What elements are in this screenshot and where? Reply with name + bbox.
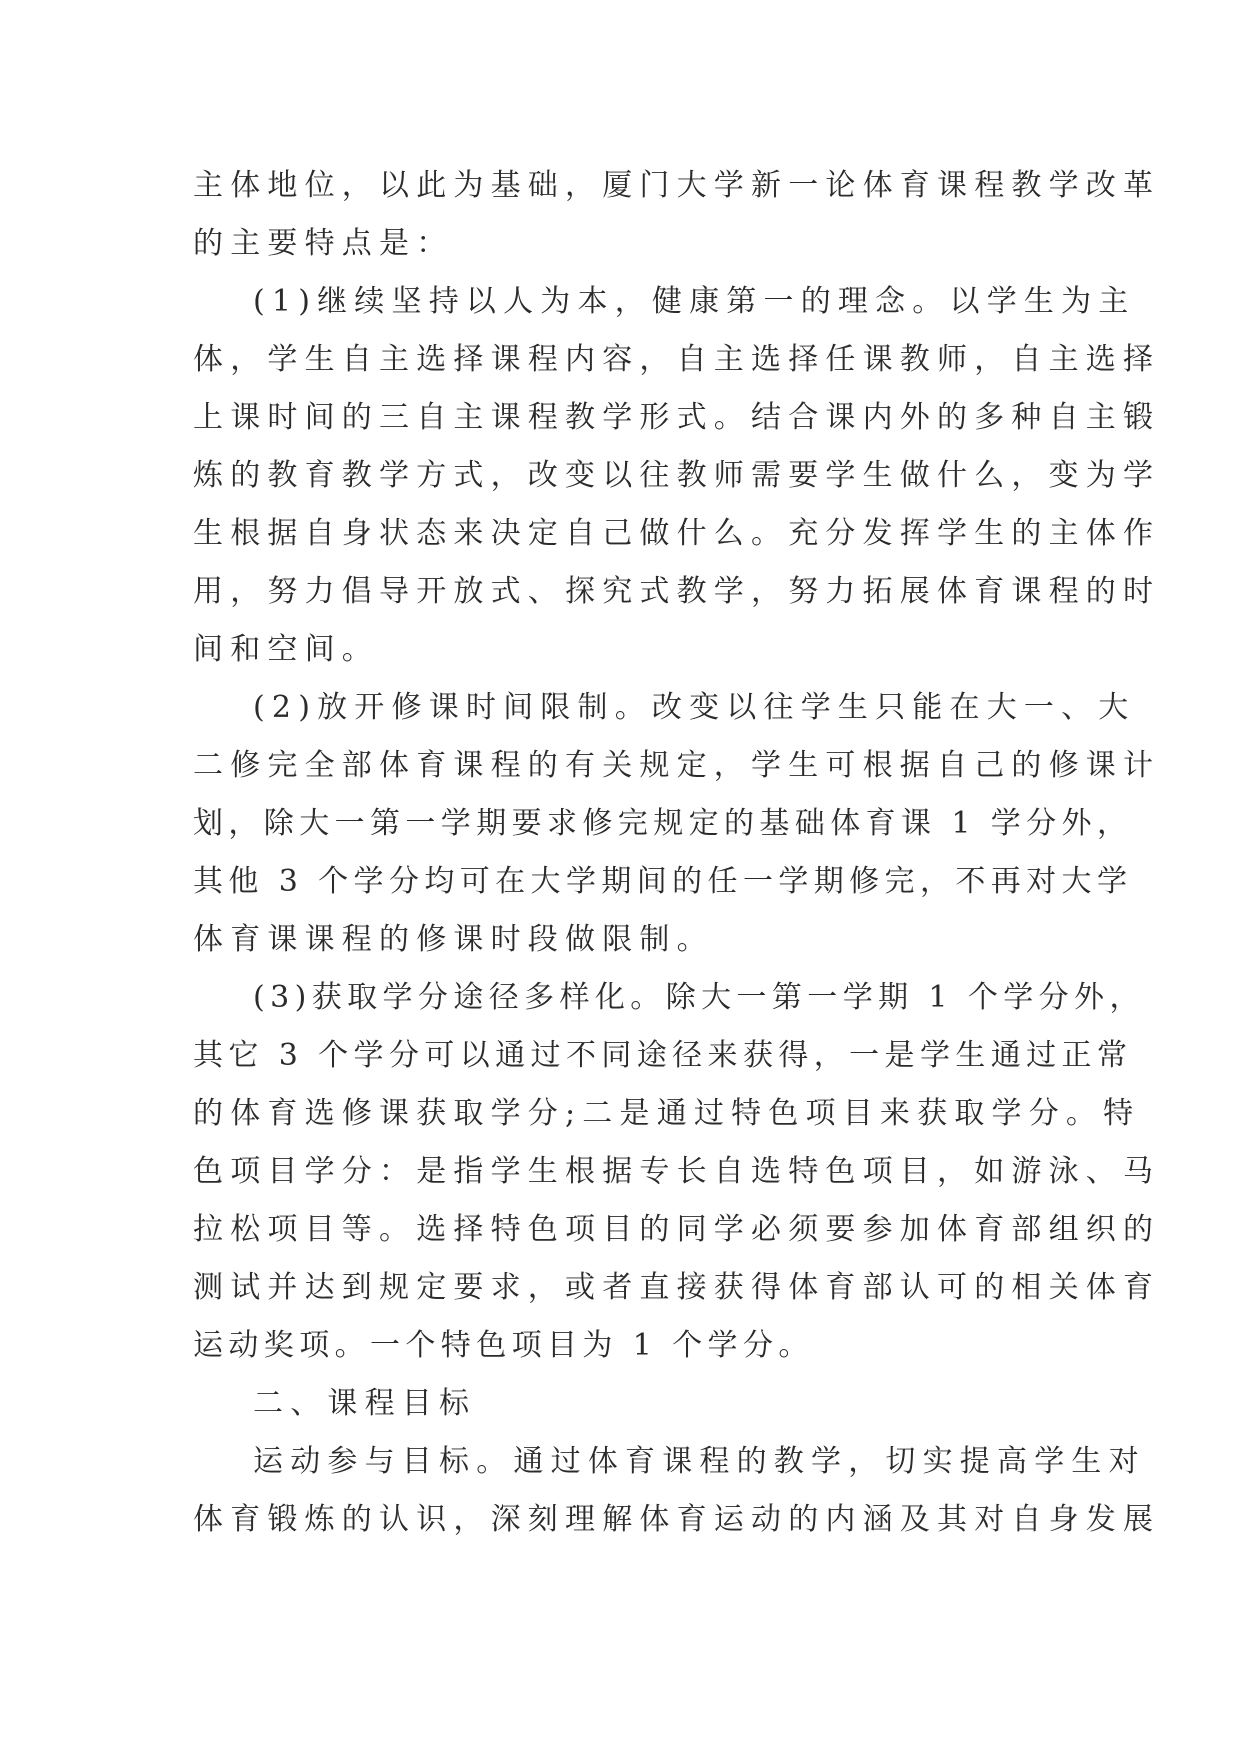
text-line: 体育锻炼的认识，深刻理解体育运动的内涵及其对自身发展 xyxy=(193,1502,1161,1537)
text-line: 上课时间的三自主课程教学形式。结合课内外的多种自主锻 xyxy=(193,400,1161,435)
text-line: (3)获取学分途径多样化。除大一第一学期 1 个学分外， xyxy=(253,980,1145,1015)
text-line: 其他 3 个学分均可在大学期间的任一学期修完，不再对大学 xyxy=(193,864,1133,899)
text-line: 用，努力倡导开放式、探究式教学，努力拓展体育课程的时 xyxy=(193,574,1161,609)
text-line: 的主要特点是： xyxy=(193,226,454,261)
text-line: 炼的教育教学方式，改变以往教师需要学生做什么，变为学 xyxy=(193,458,1161,493)
text-line: 主体地位，以此为基础，厦门大学新一论体育课程教学改革 xyxy=(193,168,1161,203)
text-line: 二修完全部体育课程的有关规定，学生可根据自己的修课计 xyxy=(193,748,1161,783)
text-line: 运动奖项。一个特色项目为 1 个学分。 xyxy=(193,1328,814,1363)
text-line: 划，除大一第一学期要求修完规定的基础体育课 1 学分外， xyxy=(193,806,1133,841)
text-line: 生根据自身状态来决定自己做什么。充分发挥学生的主体作 xyxy=(193,516,1161,551)
text-line: 运动参与目标。通过体育课程的教学，切实提高学生对 xyxy=(253,1444,1146,1479)
text-line: 拉松项目等。选择特色项目的同学必须要参加体育部组织的 xyxy=(193,1212,1161,1247)
text-line: 色项目学分：是指学生根据专长自选特色项目，如游泳、马 xyxy=(193,1154,1161,1189)
text-line: 间和空间。 xyxy=(193,632,379,667)
text-line: (1)继续坚持以人为本，健康第一的理念。以学生为主 xyxy=(253,284,1136,319)
text-line: 体育课课程的修课时段做限制。 xyxy=(193,922,714,957)
text-line: 的体育选修课获取学分;二是通过特色项目来获取学分。特 xyxy=(193,1096,1141,1131)
section-heading: 二、课程目标 xyxy=(253,1386,477,1421)
text-line: (2)放开修课时间限制。改变以往学生只能在大一、大 xyxy=(253,690,1136,725)
text-line: 其它 3 个学分可以通过不同途径来获得，一是学生通过正常 xyxy=(193,1038,1133,1073)
text-line: 体，学生自主选择课程内容，自主选择任课教师，自主选择 xyxy=(193,342,1161,377)
text-line: 测试并达到规定要求，或者直接获得体育部认可的相关体育 xyxy=(193,1270,1161,1305)
